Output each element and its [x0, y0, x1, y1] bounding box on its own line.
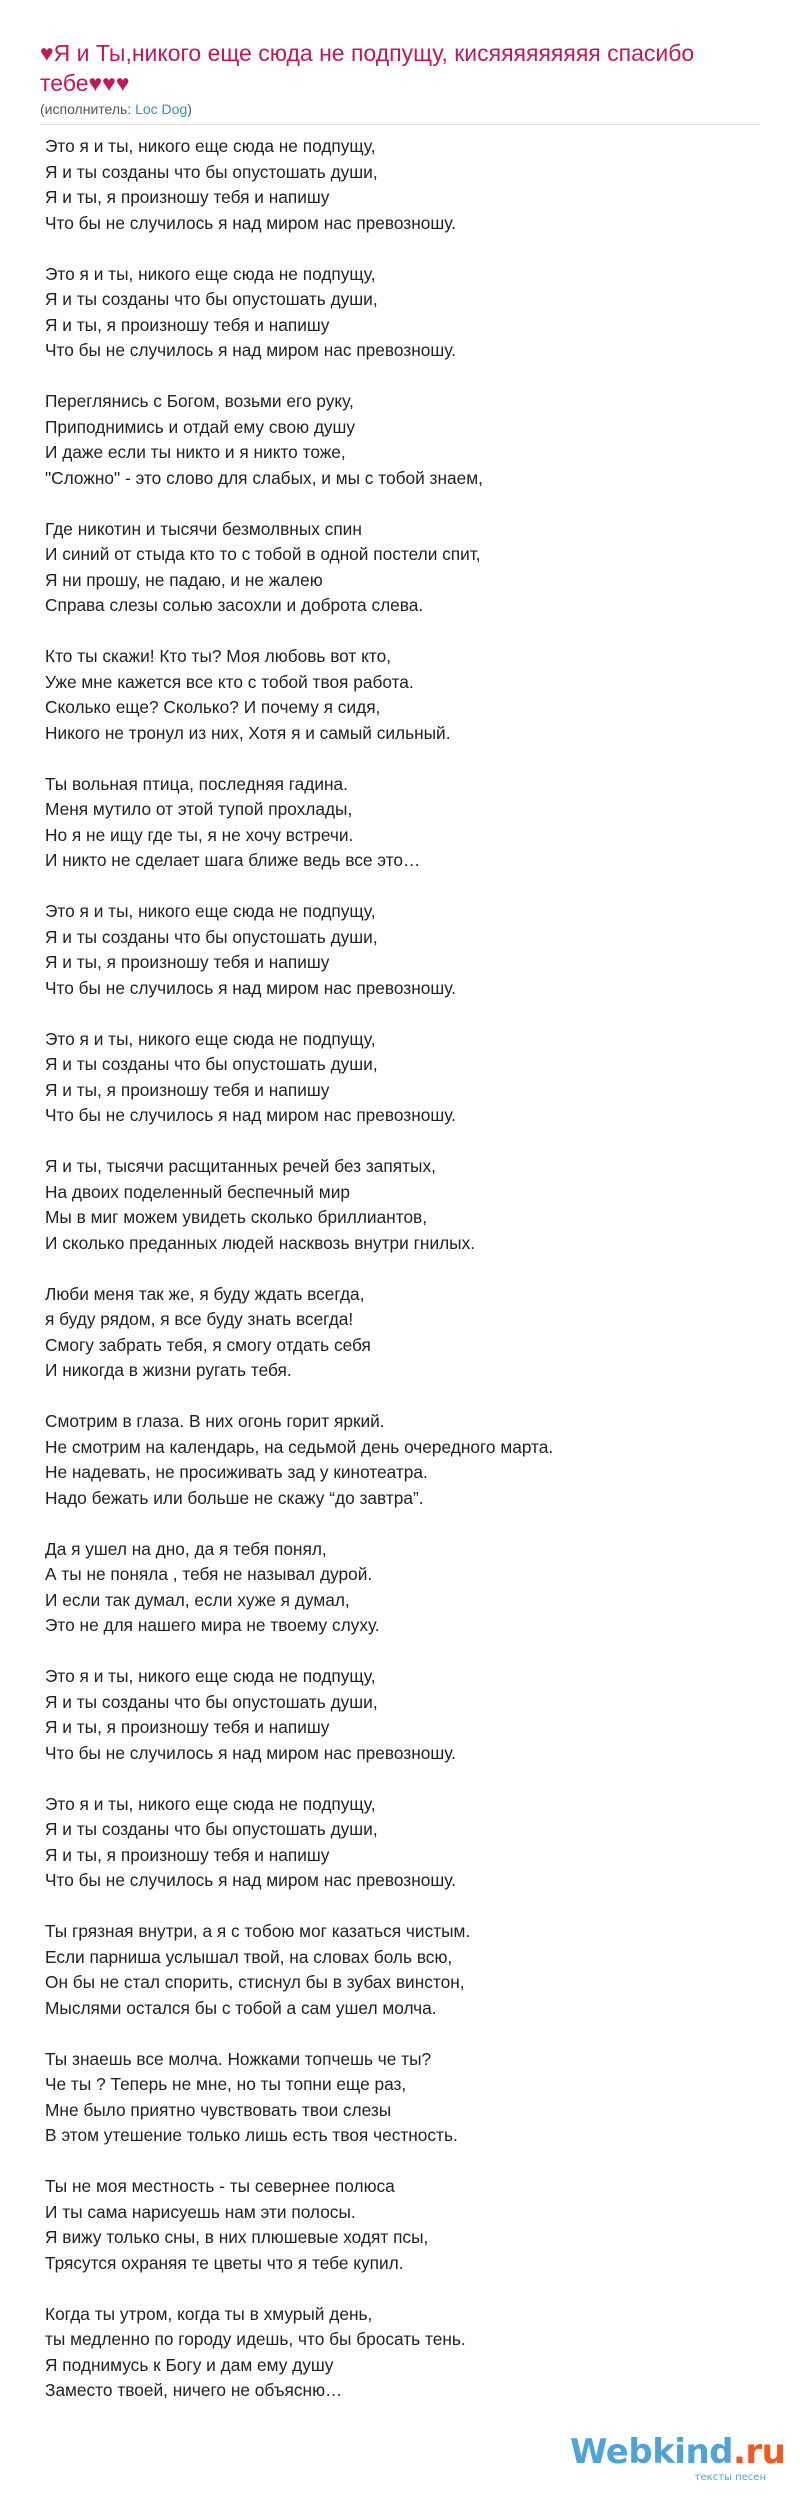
lyrics-line: Это я и ты, никого еще сюда не подпущу, [45, 1666, 376, 1686]
lyrics-stanza [45, 2302, 745, 2404]
lyrics-line: И синий от стыда кто то с тобой в одной постели спит, [45, 544, 481, 564]
lyrics-stanza [45, 2174, 745, 2276]
lyrics-line: Я и ты, я произношу тебя и напишу [45, 952, 330, 972]
lyrics-stanza [45, 1919, 745, 2021]
lyrics-line: Приподнимись и отдай ему свою душу [45, 416, 356, 437]
lyrics-line: Что бы не случилось я над миром нас превозношу. [45, 1105, 456, 1125]
lyrics-line: Это я и ты, никого еще сюда не подпущу, [45, 901, 376, 921]
lyrics-line: Я и ты, я произношу тебя и напишу [45, 187, 330, 207]
lyrics-stanza [45, 1792, 745, 1894]
lyrics-line: Я и ты созданы что бы опустошать души, [45, 1691, 378, 1712]
lyrics-line: Что бы не случилось я над миром нас превозношу. [45, 340, 456, 360]
lyrics-line: И никто не сделает шага ближе ведь все это… [45, 850, 421, 870]
lyrics-stanza [45, 1027, 745, 1129]
lyrics-line: Ты вольная птица, последняя гадина. [45, 773, 348, 794]
lyrics-line: Уже мне кажется все кто с тобой твоя работа. [45, 671, 414, 692]
lyrics-line: Когда ты утром, когда ты в хмурый день, [45, 2303, 373, 2324]
lyrics-line: Ты не моя местность - ты севернее полюса [45, 2176, 395, 2196]
lyrics-stanza [45, 1537, 745, 1639]
lyrics-line: Что бы не случилось я над миром нас превозношу. [45, 977, 456, 998]
lyrics-line: Я вижу только сны, в них плюшевые ходят псы, [45, 2227, 429, 2247]
lyrics-line: Я и ты, я произношу тебя и напишу [45, 1844, 330, 1865]
logo-tagline: тексты песен [694, 2472, 766, 2483]
lyrics-line: Ты грязная внутри, а я с тобою мог казаться чистым. [45, 1921, 471, 1941]
lyrics-stanza [45, 1154, 745, 1256]
artist-prefix: (исполнитель: [40, 101, 136, 117]
lyrics-line: Сколько еще? Сколько? И почему я сидя, [45, 697, 381, 717]
lyrics-stanza [45, 517, 745, 619]
lyrics-line: Я и ты, я произношу тебя и напишу [45, 1717, 330, 1737]
lyrics-line: Мыслями остался бы с тобой а сам ушел молча. [45, 1997, 437, 2018]
lyrics-line: Я поднимусь к Богу и дам ему душу [45, 2354, 334, 2375]
lyrics-line: Что бы не случилось я над миром нас превозношу. [45, 1742, 456, 1763]
lyrics-stanza [45, 644, 745, 746]
lyrics-line: Справа слезы солью засохли и доброта слева. [45, 595, 424, 615]
lyrics-line: Он бы не стал спорить, стиснул бы в зубах винстон, [45, 1972, 465, 1992]
lyrics-line: Надо бежать или больше не скажу “до завтра”. [45, 1487, 424, 1508]
site-logo[interactable] [570, 2432, 786, 2488]
lyrics-line: И ты сама нарисуешь нам эти полосы. [45, 2201, 356, 2222]
artist-link[interactable]: Loc Dog [135, 101, 188, 117]
lyrics-line: Но я не ищу где ты, я не хочу встречи. [45, 824, 354, 845]
lyrics-line: Я и ты созданы что бы опустошать души, [45, 161, 378, 182]
lyrics-line: На двоих поделенный беспечный мир [45, 1181, 350, 1202]
lyrics-line: Переглянись с Богом, возьми его руку, [45, 391, 354, 411]
lyrics-stanza [45, 134, 745, 236]
lyrics-line: Я и ты созданы что бы опустошать души, [45, 289, 378, 309]
lyrics-line: Я и ты, я произношу тебя и напишу [45, 314, 330, 335]
lyrics-line: Не надевать, не просиживать зад у кинотеатра. [45, 1462, 428, 1482]
lyrics-line: Я и ты созданы что бы опустошать души, [45, 1054, 378, 1074]
lyrics-line: Это я и ты, никого еще сюда не подпущу, [45, 1028, 376, 1049]
lyrics-stanza [45, 899, 745, 1001]
lyrics-line: Смотрим в глаза. В них огонь горит яркий. [45, 1411, 385, 1431]
lyrics-line: "Сложно" - это слово для слабых, и мы с тобой знаем, [45, 467, 483, 488]
lyrics-stanza [45, 2047, 745, 2149]
lyrics-line: В этом утешение только лишь есть твоя честность. [45, 2125, 458, 2145]
lyrics-stanza [45, 1664, 745, 1766]
lyrics-line: ты медленно по городу идешь, что бы бросать тень. [45, 2329, 466, 2349]
lyrics-line: Меня мутило от этой тупой прохлады, [45, 799, 353, 819]
song-title: ♥Я и Ты,никого еще сюда не подпущу, кисяяяяяяяяя спасибо тебе♥♥♥ [40, 40, 695, 96]
lyrics-line: я буду рядом, я все буду знать всегда! [45, 1309, 354, 1329]
lyrics-line: Что бы не случилось я над миром нас превозношу. [45, 1870, 456, 1890]
lyrics-stanza [45, 1409, 745, 1511]
lyrics-line: И никогда в жизни ругать тебя. [45, 1360, 292, 1380]
lyrics-line: Мы в миг можем увидеть сколько бриллиантов, [45, 1207, 428, 1227]
lyrics-line: Трясутся охраняя те цветы что я тебе купил. [45, 2252, 404, 2273]
lyrics-line: Я и ты, тысячи расщитанных речей без запятых, [45, 1156, 436, 1176]
lyrics-line: Люби меня так же, я буду ждать всегда, [45, 1283, 365, 1304]
lyrics-line: А ты не поняла , тебя не называл дурой. [45, 1564, 373, 1584]
lyrics-line: Че ты ? Теперь не мне, но ты топни еще раз, [45, 2074, 407, 2094]
lyrics-line: И даже если ты никто и я никто тоже, [45, 442, 346, 462]
lyrics-line: Это я и ты, никого еще сюда не подпущу, [45, 263, 376, 284]
lyrics-line: И если так думал, если хуже я думал, [45, 1589, 350, 1610]
logo-wordmark [570, 2432, 786, 2472]
lyrics-line: Если парниша услышал твой, на словах боль всю, [45, 1946, 453, 1967]
lyrics-stanza [45, 262, 745, 364]
lyrics-line: Что бы не случилось я над миром нас превозношу. [45, 212, 456, 233]
lyrics-line: Не смотрим на календарь, на седьмой день очередного марта. [45, 1436, 554, 1457]
lyrics-line: Ты знаешь все молча. Ножками топчешь че ты? [45, 2048, 432, 2069]
lyrics-line: Это я и ты, никого еще сюда не подпущу, [45, 136, 376, 156]
lyrics-line: Никого не тронул из них, Хотя я и самый сильный. [45, 722, 451, 743]
lyrics-line: Где никотин и тысячи безмолвных спин [45, 518, 362, 539]
lyrics-line: Смогу забрать тебя, я смогу отдать себя [45, 1334, 371, 1355]
lyrics-stanza [45, 389, 745, 491]
lyrics-line: Да я ушел на дно, да я тебя понял, [45, 1538, 327, 1559]
lyrics-line: Кто ты скажи! Кто ты? Моя любовь вот кто, [45, 646, 392, 666]
lyrics-line: Я ни прошу, не падаю, и не жалею [45, 569, 323, 590]
logo-name: Webkind [570, 2432, 733, 2472]
header-divider [40, 124, 760, 125]
lyrics-line: Я и ты созданы что бы опустошать души, [45, 1819, 378, 1839]
lyrics-line: Заместо твоей, ничего не объясню… [45, 2380, 343, 2400]
lyrics-line: Я и ты, я произношу тебя и напишу [45, 1079, 330, 1100]
artist-suffix: ) [187, 101, 192, 117]
lyrics-line: Я и ты созданы что бы опустошать души, [45, 926, 378, 947]
lyrics-stanza [45, 772, 745, 874]
logo-suffix: .ru [733, 2432, 786, 2472]
lyrics-line: И сколько преданных людей насквозь внутри гнилых. [45, 1232, 476, 1253]
artist-line [40, 100, 192, 118]
lyrics-line: Это не для нашего мира не твоему слуху. [45, 1615, 380, 1635]
lyrics-line: Мне было приятно чувствовать твои слезы [45, 2099, 392, 2120]
lyrics-line: Это я и ты, никого еще сюда не подпущу, [45, 1793, 376, 1814]
lyrics-stanza [45, 1282, 745, 1384]
lyrics-body [45, 134, 745, 2429]
